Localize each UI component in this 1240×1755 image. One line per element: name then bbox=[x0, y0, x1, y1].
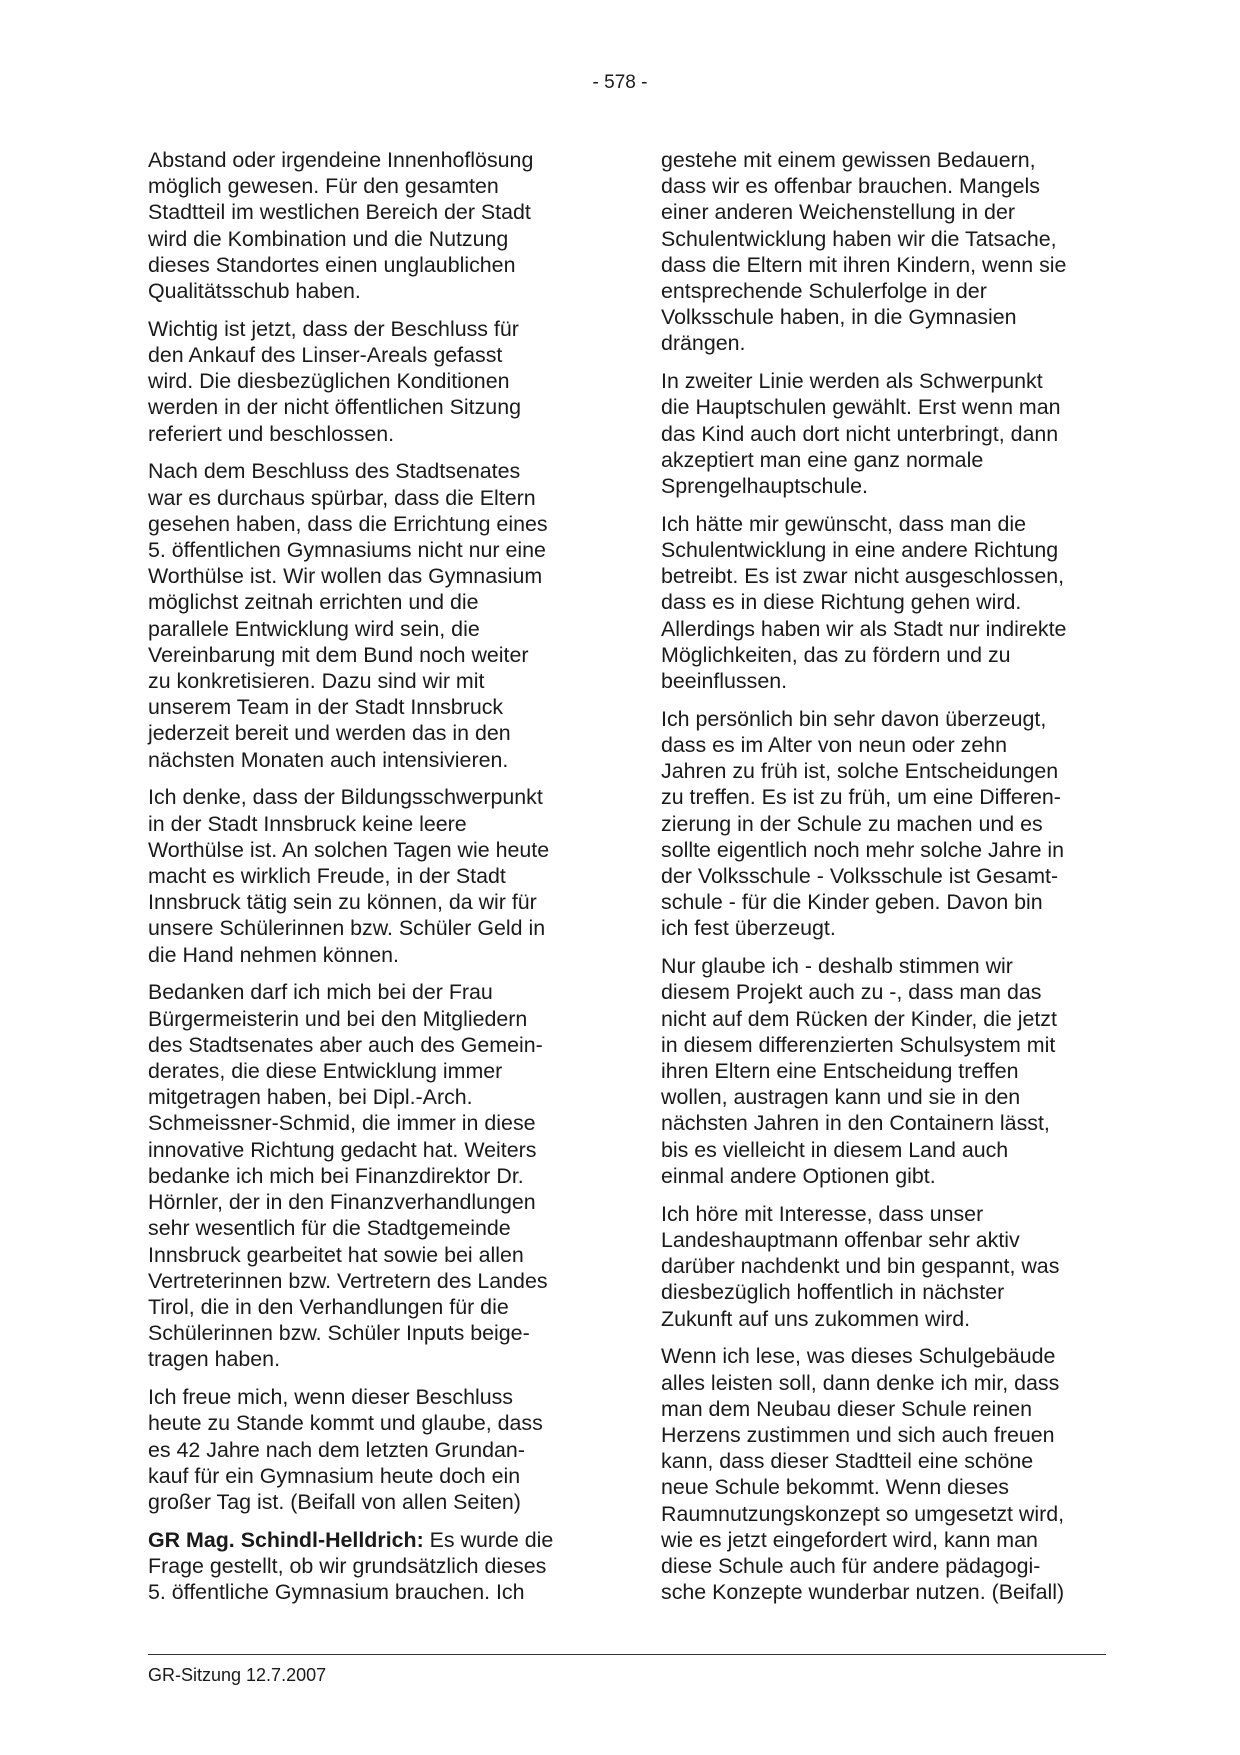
paragraph: Abstand oder irgendeine Innenhoflösung möglich gewesen. Für den gesamten Stadtteil im westlichen Bereich der Stadt wird die Kombination und die Nutzung dieses Standortes einen unglaublichen Qualitätsschub haben. bbox=[148, 148, 534, 304]
speaker-paragraph bbox=[148, 1527, 600, 1606]
paragraph: Ich hätte mir gewünscht, dass man die Schulentwicklung in eine andere Richtung betreibt. Es ist zwar nicht ausgeschlossen, dass es in diese Richtung gehen wird. Allerdings haben wir als Stadt nur indirekte Möglichkeiten, das zu fördern und zu beeinflussen. bbox=[661, 511, 1067, 694]
footer-session-date: GR-Sitzung 12.7.2007 bbox=[148, 1665, 327, 1685]
page-number: - 578 - bbox=[592, 72, 648, 93]
speaker-name: GR Mag. Schindl-Helldrich: bbox=[148, 1527, 424, 1552]
left-column bbox=[148, 147, 600, 1617]
paragraph: Bedanken darf ich mich bei der Frau Bürgermeisterin und bei den Mitgliedern des Stadtsenates aber auch des Gemein- derates, die diese Entwicklung immer mitgetragen haben, bei Dipl.-Arch. Schmeissner-Schmid, die immer in diese innovative Richtung gedacht hat. Weiters bedanke ich mich bei Finanzdirektor Dr. Hörnler, der in den Finanzverhandlungen sehr wesentlich für die Stadtgemeinde Innsbruck gearbeitet hat sowie bei allen Vertreterinnen bzw. Vertretern des Landes Tirol, die in den Verhandlungen für die Schülerinnen bzw. Schüler Inputs beige- tragen haben. bbox=[148, 980, 548, 1372]
paragraph: Nach dem Beschluss des Stadtsenates war es durchaus spürbar, dass die Eltern gesehen haben, dass die Errichtung eines 5. öffentlichen Gymnasiums nicht nur eine Worthülse ist. Wir wollen das Gymnasium möglichst zeitnah errichten und die parallele Entwicklung wird sein, die Vereinbarung mit dem Bund noch weiter zu konkretisieren. Dazu sind wir mit unserem Team in der Stadt Innsbruck jederzeit bereit und werden das in den nächsten Monaten auch intensivieren. bbox=[148, 459, 548, 772]
paragraph: gestehe mit einem gewissen Bedauern, dass wir es offenbar brauchen. Mangels einer anderen Weichenstellung in der Schulentwicklung haben wir die Tatsache, dass die Eltern mit ihren Kindern, wenn sie entsprechende Schulerfolge in der Volksschule haben, in die Gymnasien drängen. bbox=[661, 148, 1067, 356]
paragraph: In zweiter Linie werden als Schwerpunkt die Hauptschulen gewählt. Erst wenn man das Kind auch dort nicht unterbringt, dann akzeptiert man eine ganz normale Sprengelhauptschule. bbox=[661, 369, 1061, 499]
paragraph: Ich persönlich bin sehr davon überzeugt, dass es im Alter von neun oder zehn Jahren zu früh ist, solche Entscheidungen zu treffen. Es ist zu früh, um eine Differen- zierung in der Schule zu machen und es sollte eigentlich noch mehr solche Jahre in der Volksschule - Volksschule ist Gesamt- schule - für die Kinder geben. Davon bin ich fest überzeugt. bbox=[661, 706, 1065, 941]
footer-divider bbox=[148, 1654, 1106, 1655]
paragraph: Wenn ich lese, was dieses Schulgebäude alles leisten soll, dann denke ich mir, dass man dem Neubau dieser Schule reinen Herzens zustimmen und sich auch freuen kann, dass dieser Stadtteil eine schöne neue Schule bekommt. Wenn dieses Raumnutzungskonzept so umgesetzt wird, wie es jetzt eingefordert wird, kann man diese Schule auch für andere pädagogi- sche Konzepte wunderbar nutzen. (Beifall) bbox=[661, 1344, 1065, 1605]
paragraph: Ich freue mich, wenn dieser Beschluss heute zu Stande kommt und glaube, dass es 42 Jahre nach dem letzten Grundan- kauf für ein Gymnasium heute doch ein großer Tag ist. (Beifall von allen Seiten) bbox=[148, 1385, 543, 1514]
right-column bbox=[661, 147, 1117, 1617]
paragraph: Ich denke, dass der Bildungsschwerpunkt in der Stadt Innsbruck keine leere Worthülse ist. An solchen Tagen wie heute macht es wirklich Freude, in der Stadt Innsbruck tätig sein zu können, da wir für unsere Schülerinnen bzw. Schüler Geld in die Hand nehmen können. bbox=[148, 785, 550, 967]
paragraph: Wichtig ist jetzt, dass der Beschluss für den Ankauf des Linser-Areals gefasst wird. Die diesbezüglichen Konditionen werden in der nicht öffentlichen Sitzung referiert und beschlossen. bbox=[148, 316, 521, 446]
speaker-text: Es wurde die Frage gestellt, ob wir grundsätzlich dieses 5. öffentliche Gymnasium brauchen. Ich bbox=[148, 1527, 554, 1605]
paragraph: Nur glaube ich - deshalb stimmen wir diesem Projekt auch zu -, dass man das nicht auf dem Rücken der Kinder, die jetzt in diesem differenzierten Schulsystem mit ihren Eltern eine Entscheidung treffen wollen, austragen kann und sie in den nächsten Jahren in den Containern lässt, bis es vielleicht in diesem Land auch einmal andere Optionen gibt. bbox=[661, 954, 1057, 1188]
paragraph: Ich höre mit Interesse, dass unser Landeshauptmann offenbar sehr aktiv darüber nachdenkt und bin gespannt, was diesbezüglich hoffentlich in nächster Zukunft auf uns zukommen wird. bbox=[661, 1201, 1060, 1331]
